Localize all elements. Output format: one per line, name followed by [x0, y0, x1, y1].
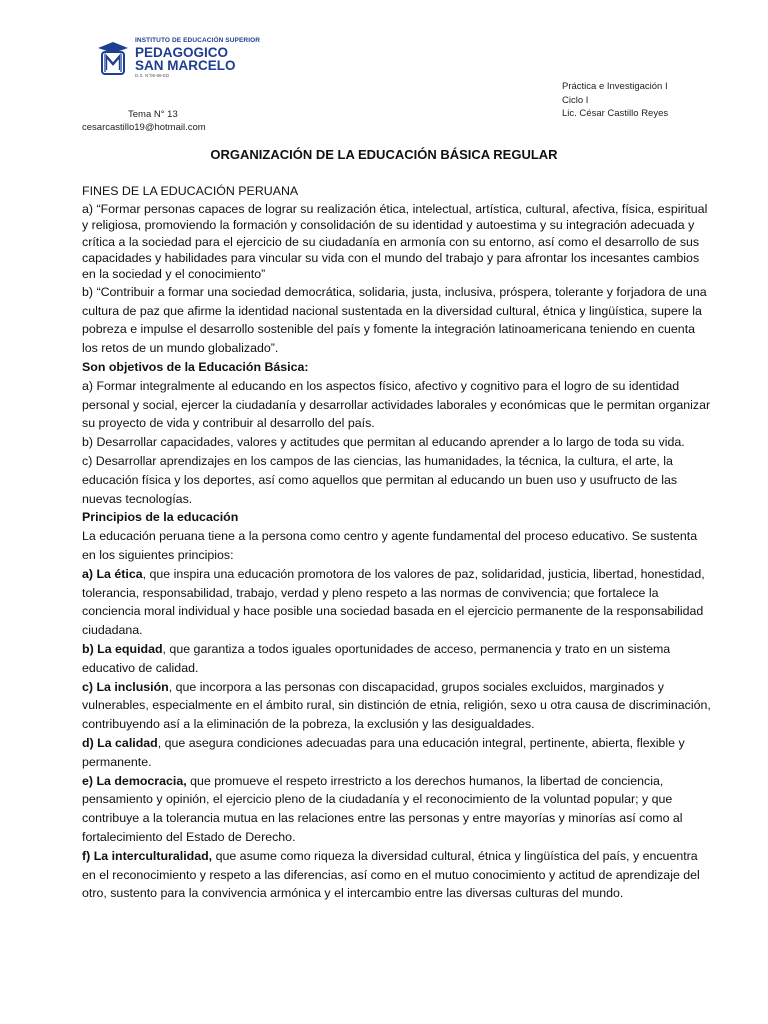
- principle-quality: [82, 734, 712, 772]
- principle-label: d) La calidad: [82, 735, 158, 750]
- principle-text: , que garantiza a todos iguales oportunidades de acceso, permanencia y trato en un sistema educativo de calidad.: [82, 641, 671, 675]
- principle-text: , que incorpora a las personas con discapacidad, grupos sociales excluidos, marginados y vulnerables, especialmente en el ámbito rural, sin distinción de etnia, religión, sexo u otra causa de discriminación, contribuyendo así a la eliminación de la pobreza, la exclusión y las desigualdades.: [82, 679, 711, 732]
- principle-ethics: [82, 565, 712, 640]
- logo-decree-line: D.S. N°05-86-ED: [135, 72, 170, 78]
- principles-intro: La educación peruana tiene a la persona como centro y agente fundamental del proceso educativo. Se sustenta en los siguientes principios:: [82, 529, 698, 562]
- principle-interculturality: [82, 847, 712, 903]
- principle-label: b) La equidad: [82, 641, 163, 656]
- fines-heading: FINES DE LA EDUCACIÓN PERUANA: [82, 184, 299, 198]
- principle-label: c) La inclusión: [82, 679, 169, 694]
- objective-c: c) Desarrollar aprendizajes en los campos de las ciencias, las humanidades, la técnica, la cultura, el arte, la educación física y los deportes, así como aquellos que permitan al educando un buen uso y usufructo de las nuevas tecnologías.: [82, 454, 678, 506]
- principle-text: , que inspira una educación promotora de los valores de paz, solidaridad, justicia, libertad, honestidad, tolerancia, responsabilidad, trabajo, verdad y pleno respeto a las normas de convivencia; que fortalece la conciencia moral individual y hace posible una sociedad basada en el ejercicio permanente de la responsabilidad ciudadana.: [82, 566, 705, 638]
- principle-text: , que asegura condiciones adecuadas para una educación integral, pertinente, abierta, flexible y permanente.: [82, 735, 685, 769]
- teacher-email: cesarcastillo19@hotmail.com: [82, 122, 206, 133]
- principle-text: que promueve el respeto irrestricto a los derechos humanos, la libertad de conciencia, pensamiento y opinión, el ejercicio pleno de la ciudadanía y el reconocimiento de la voluntad popular; y que contribuye a la tolerancia mutua en las relaciones entre las personas y entre mayorías y minorías así como al fortalecimiento del Estado de Derecho.: [82, 773, 683, 844]
- principle-democracy: [82, 772, 712, 847]
- objective-b: b) Desarrollar capacidades, valores y actitudes que permitan al educando aprender a lo largo de toda su vida.: [82, 435, 685, 450]
- institute-logo: [96, 37, 261, 78]
- objectives-heading: Son objetivos de la Educación Básica:: [82, 360, 309, 375]
- teacher-name: Lic. César Castillo Reyes: [562, 108, 669, 119]
- topic-number: Tema N° 13: [128, 109, 178, 120]
- document-title: ORGANIZACIÓN DE LA EDUCACIÓN BÁSICA REGULAR: [210, 147, 558, 162]
- course-name: Práctica e Investigación I: [562, 81, 668, 92]
- principle-label: f) La interculturalidad,: [82, 848, 213, 863]
- principle-label: a) La ética: [82, 566, 143, 581]
- objective-a: a) Formar integralmente al educando en los aspectos físico, afectivo y cognitivo para el logro de su identidad personal y social, ejercer la ciudadanía y desarrollar actividades laborales y económicas que le permitan organizar su proyecto de vida y contribuir al desarrollo del país.: [82, 378, 711, 431]
- principle-label: e) La democracia,: [82, 773, 187, 788]
- principle-equity: [82, 640, 712, 678]
- principle-text: que asume como riqueza la diversidad cultural, étnica y lingüística del país, y encuentra en el reconocimiento y respeto a las diferencias, así como en el mutuo conocimiento y actitud de aprendizaje del otro, sustento para la convivencia armónica y el intercambio entre las diversas culturas del mundo.: [82, 848, 700, 901]
- principles-heading: Principios de la educación: [82, 510, 239, 525]
- logo-institute-line: INSTITUTO DE EDUCACIÓN SUPERIOR: [135, 37, 261, 44]
- fines-paragraph-a: a) “Formar personas capaces de lograr su realización ética, intelectual, artística, cultural, afectiva, física, espiritual y religiosa, promoviendo la formación y consolidación de su identidad y autoestima y su integración adecuada y crítica a la sociedad para el ejercicio de su ciudadanía en armonía con su entorno, así como el desarrollo de sus capacidades y habilidades para vincular su vida con el mundo del trabajo y para afrontar los incesantes cambios en la sociedad y el conocimiento”: [82, 201, 708, 282]
- institute-crest-icon: [96, 40, 130, 76]
- fines-paragraph-b: b) “Contribuir a formar una sociedad democrática, solidaria, justa, inclusiva, próspera, tolerante y forjadora de una cultura de paz que afirme la identidad nacional sustentada en la diversidad cultural, étnica y lingüística, supere la pobreza e impulse el desarrollo sostenible del país y fomente la integración latinoamericana teniendo en cuenta los retos de un mundo globalizado”.: [82, 284, 707, 356]
- document-body: [82, 182, 712, 903]
- logo-pedagogico-line: PEDAGOGICO: [135, 44, 229, 60]
- logo-san-marcelo-line: SAN MARCELO: [135, 58, 236, 73]
- course-cycle: Ciclo I: [562, 95, 589, 106]
- principle-inclusion: [82, 678, 712, 734]
